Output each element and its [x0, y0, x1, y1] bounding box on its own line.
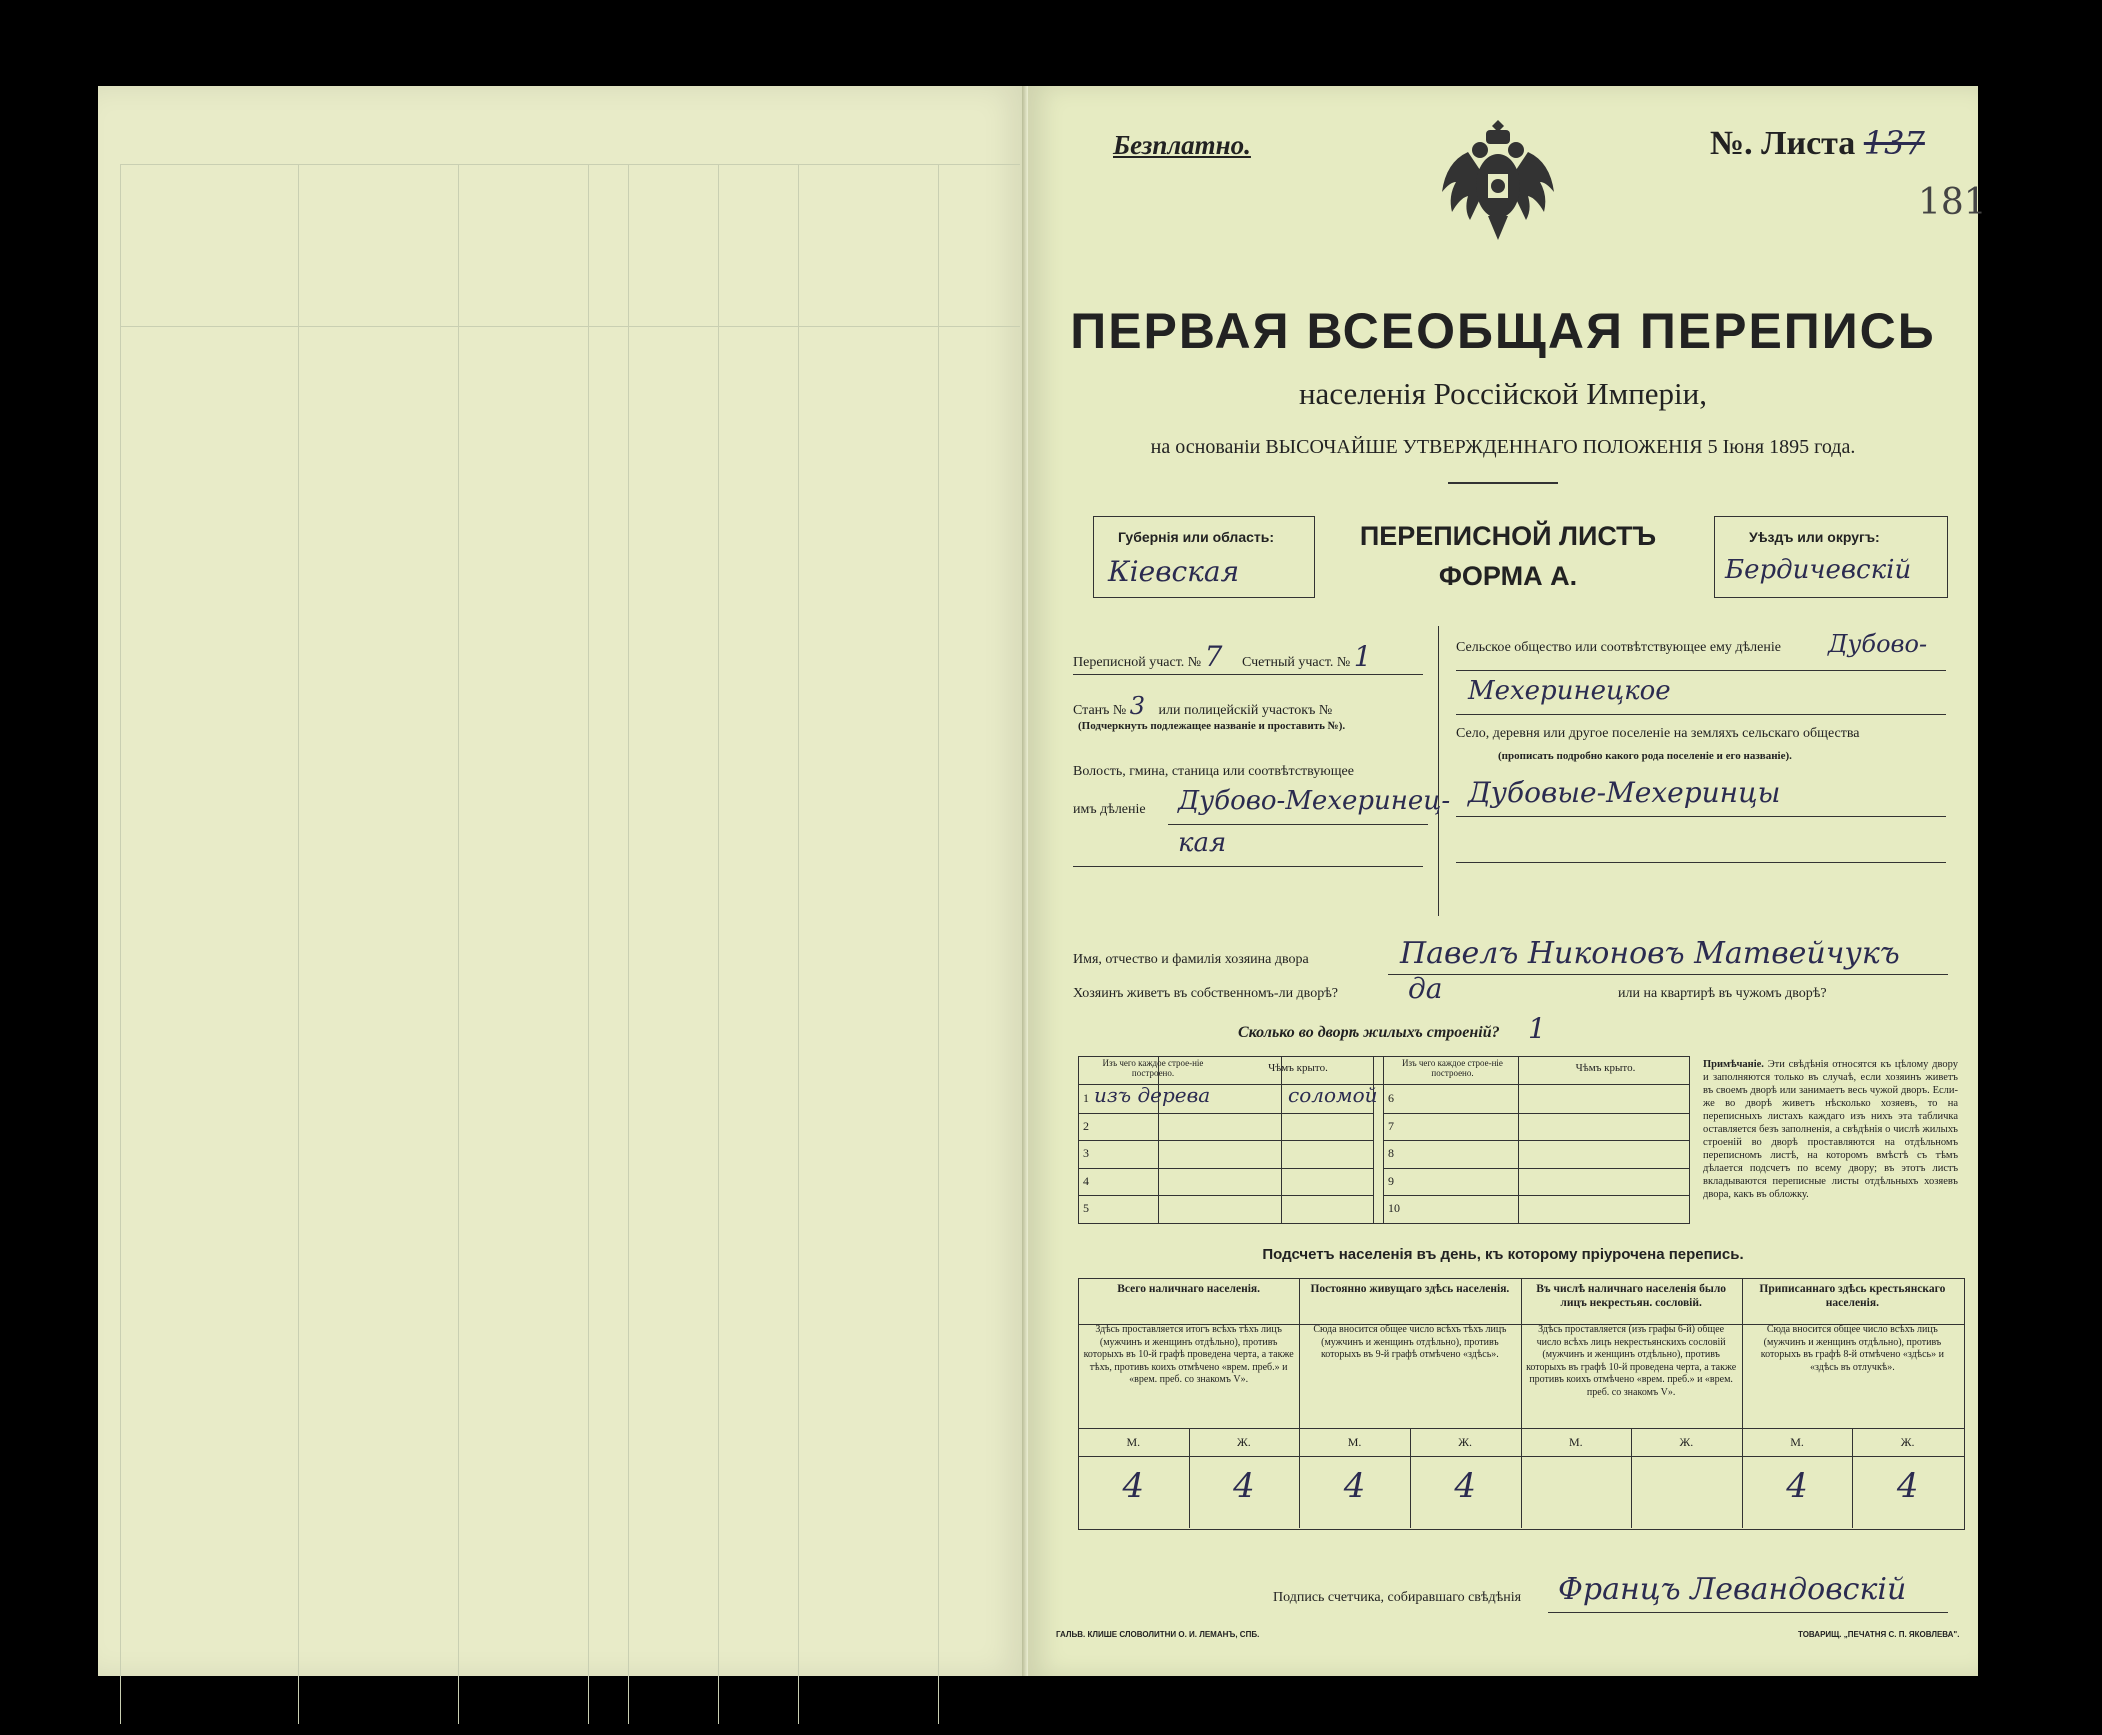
building-material: изъ дерева [1094, 1083, 1211, 1107]
left-page [98, 86, 1028, 1676]
building-row-number: 8 [1388, 1146, 1394, 1161]
census-basis: на основаніи ВЫСОЧАЙШЕ УТВЕРЖДЕННАГО ПОЛОЖЕНІЯ 5 Іюня 1895 года. [1150, 436, 1856, 458]
building-row-number: 2 [1083, 1118, 1089, 1133]
female-label: Ж. [1679, 1435, 1694, 1449]
male-count: 4 [1122, 1466, 1145, 1506]
census-subtitle: населенія Россійской Имперіи, [1298, 376, 1708, 411]
female-count: 4 [1233, 1466, 1255, 1506]
count-column-head: Приписаннаго здѣсь крестьянскаго населенія. [1759, 1283, 1946, 1309]
obshch-value: Дубово- [1828, 630, 1928, 658]
signature-label: Подпись счетчика, собиравшаго свѣдѣнія [1273, 1590, 1522, 1605]
footer-right: ТОВАРИЩ. „ПЕЧАТНЯ С. П. ЯКОВЛЕВА". [1798, 1630, 1960, 1639]
female-label: Ж. [1900, 1435, 1915, 1449]
count-column-head: Постоянно живущаго здѣсь населенія. [1310, 1283, 1510, 1295]
underline-note: (Подчеркнуть подлежащее названіе и проставить №). [1078, 720, 1346, 732]
count-column-head: Въ числѣ наличнаго населенія было лицъ некрестьян. сословій. [1536, 1283, 1727, 1309]
uchast-row: Переписной участ. № 7 Счетный участ. № 1 [1073, 640, 1372, 673]
census-form-page [1028, 86, 1987, 1676]
female-count: 4 [1896, 1466, 1919, 1506]
male-label: М. [1568, 1435, 1583, 1449]
signature-value: Францъ Левандовскій [1558, 1572, 1907, 1607]
male-label: М. [1790, 1435, 1804, 1449]
male-count: 4 [1786, 1466, 1808, 1506]
selo-note: (прописать подробно какого рода поселеніе и его названіе). [1498, 750, 1792, 762]
note-text: Эти свѣдѣнія относятся къ цѣлому двору и заполняются только въ случаѣ, если хозяинъ живетъ въ своемъ дворѣ или занимаетъ весь чужой дворъ. Если-же во дворѣ живетъ нѣсколько хозяевъ, то на переписныхъ листахъ каждаго изъ нихъ эта табличка оставляется безъ заполненія, а свѣдѣнія о числѣ жилыхъ строеній во дворѣ проставляются на отдѣльномъ переписномъ листѣ, на которомъ вмѣстѣ съ тѣмъ дѣлается подсчетъ по всему двору; въ этотъ листъ вкладываются переписные листы отдѣльныхъ хозяевъ двора, какъ въ обложку. [1703, 1059, 1958, 1200]
female-label: Ж. [1458, 1435, 1473, 1449]
imperial-eagle-emblem-icon [1438, 116, 1558, 246]
volost-label2: имъ дѣленіе [1073, 802, 1146, 817]
count-column-desc: Здѣсь проставляется итогъ всѣхъ тѣхъ лицъ (мужчинъ и женщинъ отдѣльно), противъ которыхъ въ 10-й графѣ проведена черта, а также тѣхъ, противъ коихъ отмѣчено «врем. преб.» и «врем. преб. со знакомъ V». [1083, 1324, 1294, 1385]
owner-label: Имя, отчество и фамилія хозяина двора [1073, 952, 1309, 967]
pencil-page-number: 181 [1918, 182, 1987, 223]
gubernia-box [1093, 516, 1315, 598]
buildings-label: Сколько во дворѣ жилыхъ строеній? [1238, 1024, 1500, 1041]
free-label: Безплатно. [1113, 130, 1251, 160]
count-column-desc: Здѣсь проставляется (изъ графы 6-й) общее число всѣхъ лицъ некрестьянскихъ сословій (мужчинъ и женщинъ отдѣльно), противъ которыхъ въ графѣ 10-й проведена черта, а также противъ коихъ отмѣчено «врем. преб.» и «врем. преб. со знакомъ V». [1526, 1324, 1737, 1398]
uezd-label: Уѣздъ или округъ: [1749, 529, 1880, 545]
buildings-value: 1 [1528, 1012, 1546, 1045]
lives-value: да [1408, 972, 1443, 1005]
stan-value: 3 [1129, 692, 1146, 720]
buildings-col-material: Изъ чего каждое строе-ніе построено. [1102, 1058, 1204, 1078]
note-block [1703, 1058, 1958, 1201]
male-label: М. [1347, 1435, 1362, 1449]
owner-value: Павелъ Никоновъ Матвейчукъ [1400, 936, 1900, 971]
lives-label2: или на квартирѣ въ чужомъ дворѣ? [1618, 986, 1827, 1001]
building-roof: соломой [1288, 1083, 1378, 1107]
gubernia-value: Кіевская [1108, 555, 1240, 588]
selo-label: Село, деревня или другое поселеніе на земляхъ сельскаго общества [1456, 726, 1860, 741]
buildings-col-roof: Чѣмъ крыто. [1268, 1062, 1328, 1074]
sheet-number-value: 137 [1863, 124, 1925, 162]
male-count: 4 [1343, 1466, 1366, 1506]
buildings-col-material-2: Изъ чего каждое строе-ніе построено. [1402, 1058, 1503, 1078]
gubernia-label: Губернія или область: [1118, 529, 1275, 545]
count-column-desc: Сюда вносится общее число всѣхъ лицъ (мужчинъ и женщинъ отдѣльно), противъ которыхъ въ графѣ 8-й отмѣчено «здѣсь» и «здѣсь въ отлучкѣ». [1760, 1324, 1944, 1373]
count-title: Подсчетъ населенія въ день, къ которому пріурочена перепись. [1262, 1246, 1744, 1263]
footer-left: ГАЛЬВ. КЛИШЕ СЛОВОЛИТНИ О. И. ЛЕМАНЪ, СПБ. [1056, 1630, 1260, 1639]
volost-value: Дубово-Мехеринец- [1178, 786, 1451, 816]
building-row-number: 1 [1083, 1091, 1089, 1105]
uezd-box [1714, 516, 1948, 598]
building-row-number: 4 [1083, 1173, 1089, 1188]
uezd-value: Бердичевскій [1725, 555, 1912, 585]
female-label: Ж. [1237, 1435, 1251, 1449]
count-column-desc: Сюда вносится общее число всѣхъ тѣхъ лицъ (мужчинъ и женщинъ отдѣльно), противъ которыхъ въ 9-й графѣ отмѣчено «здѣсь». [1313, 1324, 1507, 1360]
note-label: Примѣчаніе. [1703, 1059, 1764, 1070]
male-label: М. [1126, 1435, 1141, 1449]
building-row-number: 7 [1388, 1118, 1394, 1133]
selo-value: Дубовые-Мехеринцы [1468, 776, 1781, 809]
sheet-number-label: №. Листа 137 [1710, 124, 1925, 162]
building-row-number: 6 [1388, 1091, 1394, 1105]
building-row-number: 5 [1083, 1201, 1089, 1216]
uchast-value: 7 [1204, 640, 1223, 673]
volost-label: Волость, гмина, станица или соотвѣтствующее [1073, 764, 1354, 779]
form-title-line2: ФОРМА А. [1438, 561, 1578, 591]
volost-value2: кая [1178, 828, 1227, 858]
building-row-number: 9 [1388, 1173, 1394, 1188]
form-title [1318, 516, 1698, 596]
form-title-line1: ПЕРЕПИСНОЙ ЛИСТЪ [1359, 521, 1657, 551]
building-row-number: 3 [1083, 1146, 1089, 1161]
building-row-number: 10 [1388, 1201, 1400, 1216]
stan-row: Станъ № 3 или полицейскій участокъ № [1073, 692, 1333, 720]
obshch-value2: Мехеринецкое [1468, 676, 1671, 706]
count-column-head: Всего наличнаго населенія. [1117, 1283, 1260, 1295]
buildings-col-roof-2: Чѣмъ крыто. [1575, 1062, 1636, 1074]
ornament-divider [1448, 482, 1558, 484]
obshch-label: Сельское общество или соотвѣтствующее ему дѣленіе [1456, 640, 1781, 655]
census-title: ПЕРВАЯ ВСЕОБЩАЯ ПЕРЕПИСЬ [1070, 303, 1936, 359]
female-count: 4 [1454, 1466, 1476, 1506]
lives-label: Хозяинъ живетъ въ собственномъ-ли дворѣ? [1073, 986, 1339, 1001]
schet-value: 1 [1353, 640, 1372, 673]
